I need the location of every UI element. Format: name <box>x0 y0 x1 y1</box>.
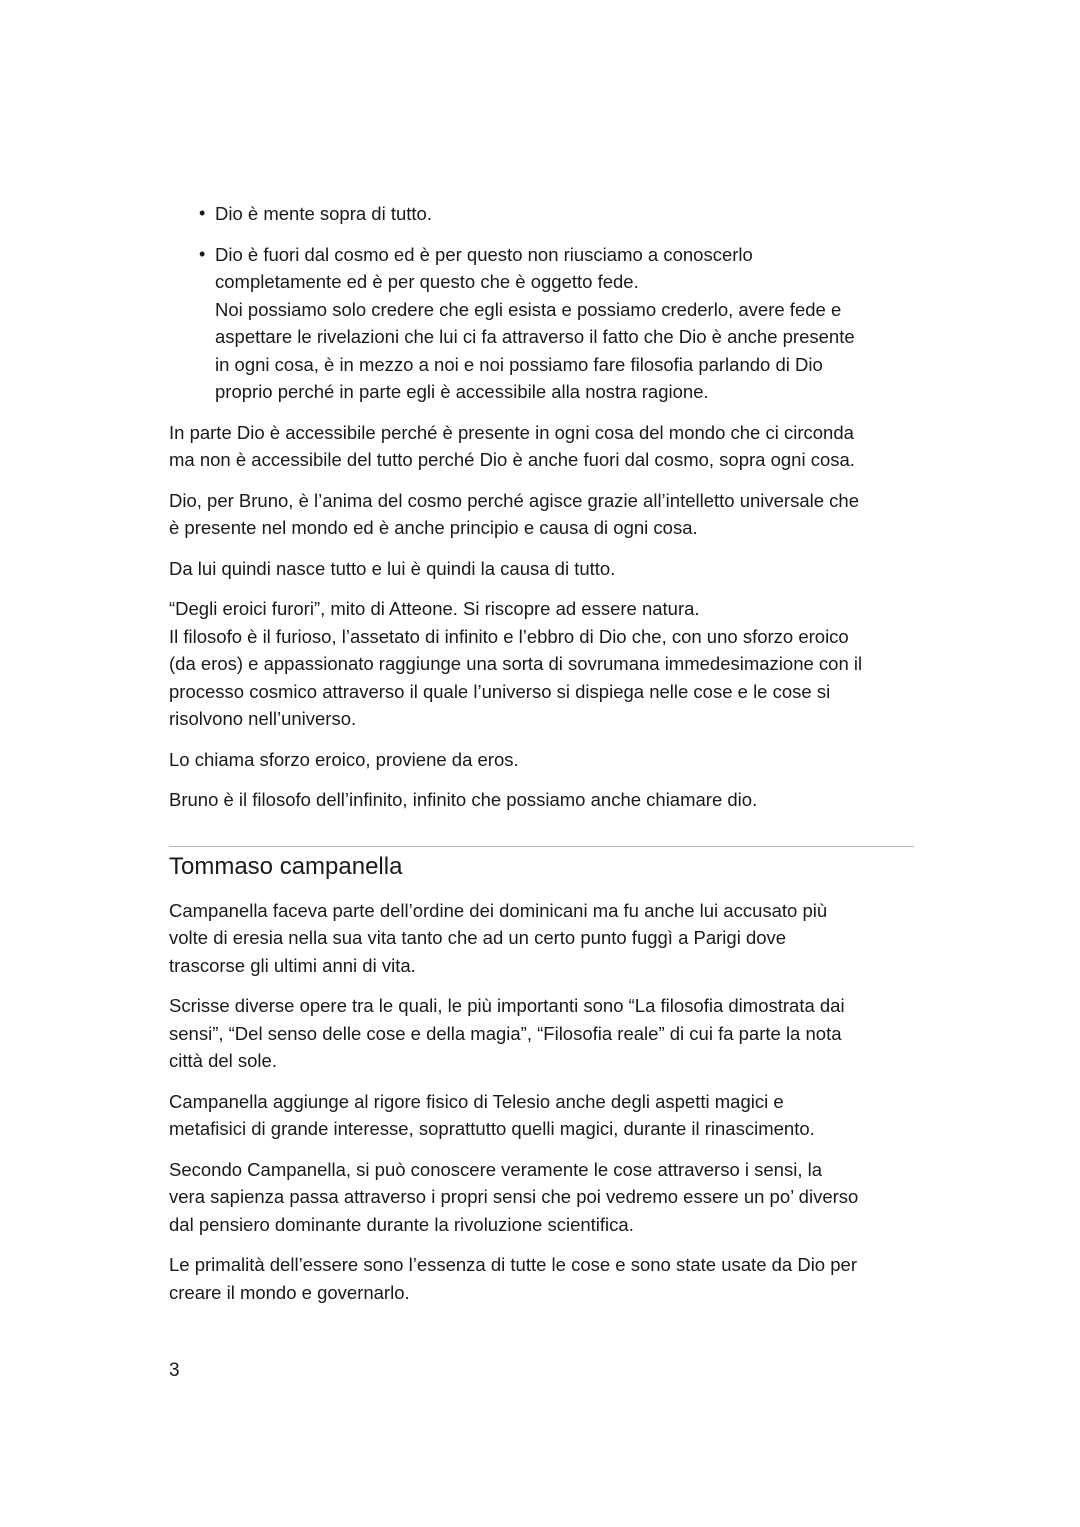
text-line: vera sapienza passa attraverso i propri sensi che poi vedremo essere un po’ diverso <box>169 1186 859 1207</box>
text-line: proprio perché in parte egli è accessibile alla nostra ragione. <box>215 381 709 402</box>
paragraph <box>169 897 914 980</box>
page-number: 3 <box>169 1360 180 1381</box>
paragraph <box>169 487 914 542</box>
text-line: in ogni cosa, è in mezzo a noi e noi possiamo fare filosofia parlando di Dio <box>215 353 823 375</box>
text-line: trascorse gli ultimi anni di vita. <box>169 954 416 976</box>
text-line: Dio, per Bruno, è l’anima del cosmo perché agisce grazie all’intelletto universale che <box>169 489 860 511</box>
paragraph <box>169 746 914 774</box>
text-line: Lo chiama sforzo eroico, proviene da eros. <box>169 748 519 770</box>
bullet-list <box>169 200 914 406</box>
paragraph <box>169 786 914 814</box>
text-line: In parte Dio è accessibile perché è presente in ogni cosa del mondo che ci circonda <box>169 421 854 443</box>
text-line: Da lui quindi nasce tutto e lui è quindi la causa di tutto. <box>169 557 616 579</box>
text-line: volte di eresia nella sua vita tanto che ad un certo punto fuggì a Parigi dove <box>169 927 787 948</box>
text-line: completamente ed è per questo che è oggetto fede. <box>215 271 639 292</box>
text-line: Bruno è il filosofo dell’infinito, infinito che possiamo anche chiamare dio. <box>169 789 758 810</box>
text-line: città del sole. <box>169 1050 277 1071</box>
text-line: (da eros) e appassionato raggiunge una sorta di sovrumana immedesimazione con il <box>169 653 863 674</box>
bullet-item <box>169 241 914 406</box>
text-line: creare il mondo e governarlo. <box>169 1281 410 1303</box>
text-line: Scrisse diverse opere tra le quali, le più importanti sono “La filosofia dimostrata dai <box>169 995 845 1016</box>
bullet-item <box>169 200 914 228</box>
bullet-dot: • <box>199 203 206 223</box>
text-line: è presente nel mondo ed è anche principio e causa di ogni cosa. <box>169 517 698 538</box>
text-line: Campanella aggiunge al rigore fisico di Telesio anche degli aspetti magici e <box>169 1090 784 1112</box>
paragraph <box>169 555 914 583</box>
paragraph <box>169 419 914 474</box>
text-line: Secondo Campanella, si può conoscere veramente le cose attraverso i sensi, la <box>169 1158 822 1180</box>
bullet-dot: • <box>199 243 206 264</box>
text-line: processo cosmico attraverso il quale l’universo si dispiega nelle cose e le cose si <box>169 680 831 702</box>
paragraph <box>169 1156 914 1239</box>
text-line: Dio è fuori dal cosmo ed è per questo non riusciamo a conoscerlo <box>215 243 753 265</box>
paragraph <box>169 992 914 1075</box>
text-line: Noi possiamo solo credere che egli esista e possiamo crederlo, avere fede e <box>215 298 842 320</box>
document-body <box>169 200 914 1319</box>
text-line: Le primalità dell’essere sono l’essenza di tutte le cose e sono state usate da Dio per <box>169 1254 857 1275</box>
text-line: Dio è mente sopra di tutto. <box>215 203 432 224</box>
text-line: ma non è accessibile del tutto perché Dio è anche fuori dal cosmo, sopra ogni cosa. <box>169 449 855 470</box>
paragraph <box>169 1251 914 1306</box>
paragraph <box>169 1088 914 1143</box>
text-line: Campanella faceva parte dell’ordine dei dominicani ma fu anche lui accusato più <box>169 899 828 921</box>
section-divider <box>169 846 914 847</box>
paragraph <box>169 595 914 733</box>
text-line: dal pensiero dominante durante la rivoluzione scientifica. <box>169 1213 634 1235</box>
text-line: risolvono nell’universo. <box>169 708 357 729</box>
text-line: “Degli eroici furori”, mito di Atteone. Si riscopre ad essere natura. <box>169 598 700 619</box>
text-line: sensi”, “Del senso delle cose e della magia”, “Filosofia reale” di cui fa parte la nota <box>169 1022 842 1044</box>
text-line: Il filosofo è il furioso, l’assetato di infinito e l’ebbro di Dio che, con uno sforzo eroico <box>169 625 849 647</box>
section-heading: Tommaso campanella <box>169 852 403 880</box>
text-line: metafisici di grande interesse, soprattutto quelli magici, durante il rinascimento. <box>169 1118 815 1139</box>
text-line: aspettare le rivelazioni che lui ci fa attraverso il fatto che Dio è anche presente <box>215 326 855 347</box>
